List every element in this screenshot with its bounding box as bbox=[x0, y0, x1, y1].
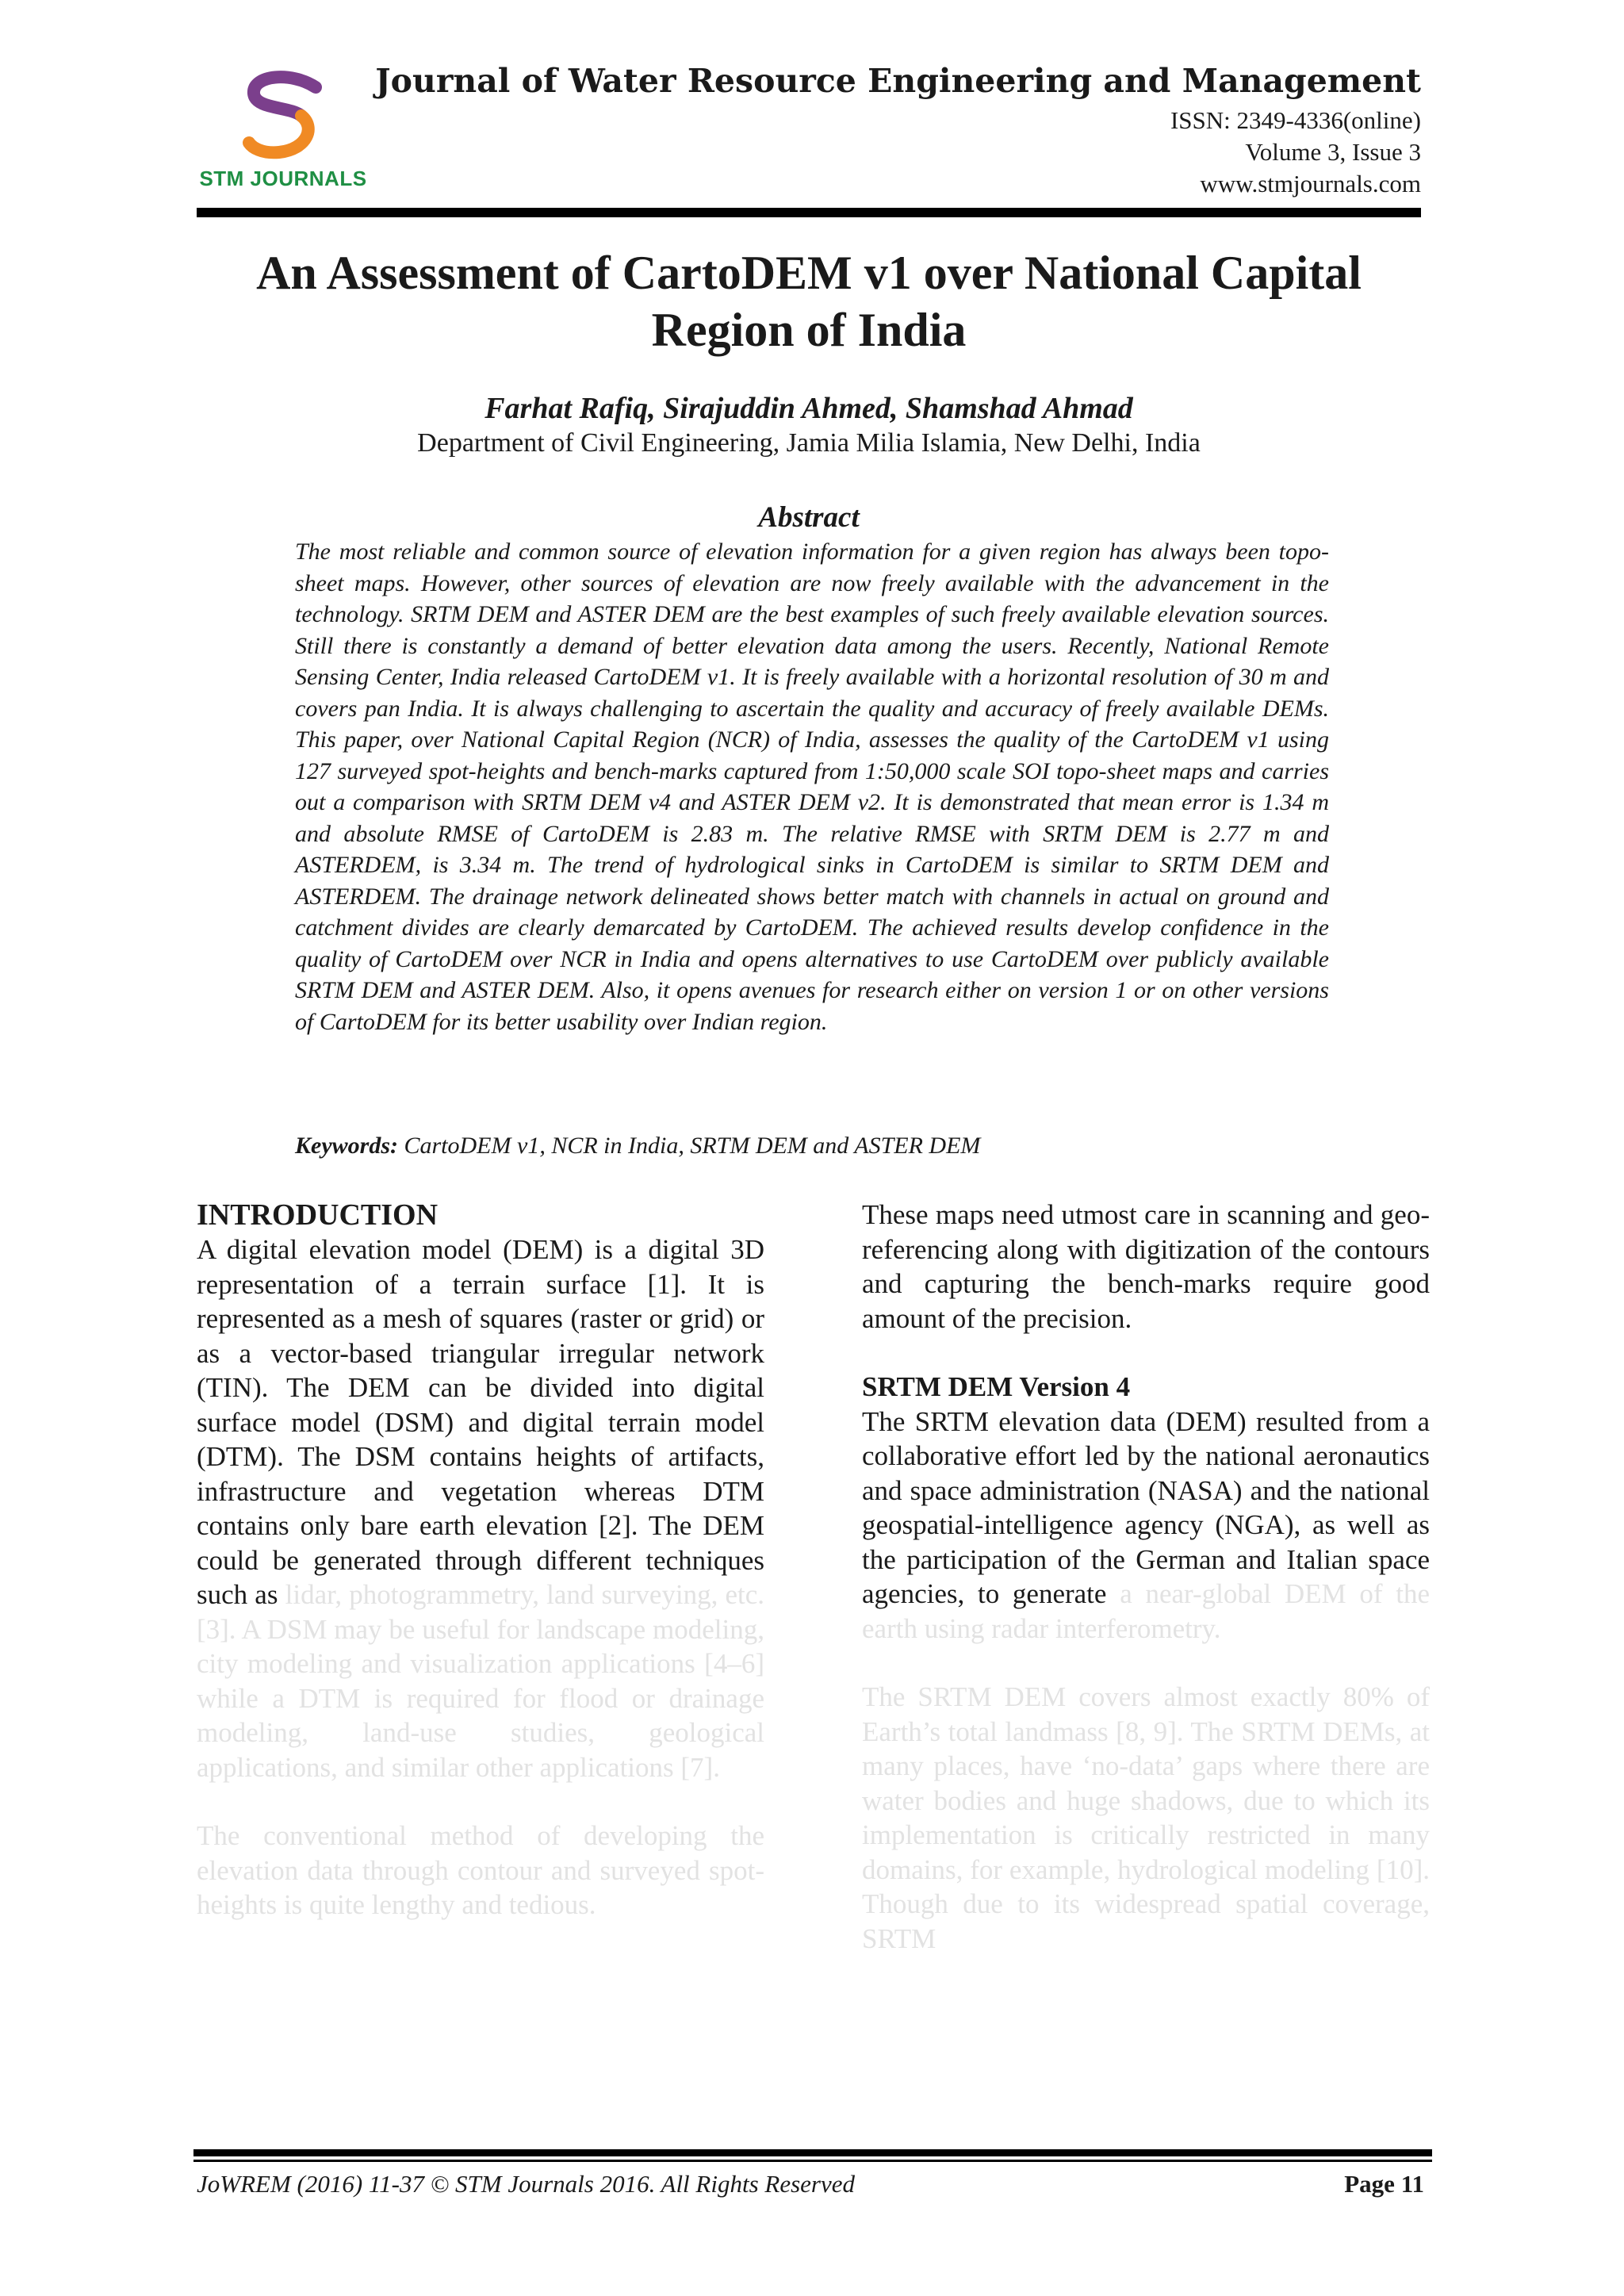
footer-divider-thick bbox=[193, 2149, 1432, 2156]
abstract-text: The most reliable and common source of elevation information for a given region has always been topo-sheet maps. However, other sources of elevation are now freely available with the advancement in the technology. SRTM DEM and ASTER DEM are the best examples of such freely available elevation sources. Still there is constantly a demand of better elevation data among the users. Recently, National Remote Sensing Center, India released CartoDEM v1. It is freely available with a horizontal resolution of 30 m and covers pan India. It is always challenging to ascertain the quality and accuracy of freely available DEMs. This paper, over National Capital Region (NCR) of India, assesses the quality of the CartoDEM v1 using 127 surveyed spot-heights and bench-marks captured from 1:50,000 scale SOI topo-sheet maps and carries out a comparison with SRTM DEM v4 and ASTER DEM v2. It is demonstrated that mean error is 1.34 m and absolute RMSE of CartoDEM is 2.83 m. The relative RMSE with SRTM DEM is 2.77 m and ASTERDEM, is 3.34 m. The trend of hydrological sinks in CartoDEM is similar to SRTM DEM and ASTERDEM. The drainage network delineated shows better match with channels in actual on ground and catchment divides are clearly demarcated by CartoDEM. The achieved results develop confidence in the quality of CartoDEM over NCR in India and opens alternatives to use CartoDEM over publicly available SRTM DEM and ASTER DEM. Also, it opens avenues for research either on version 1 or on other versions of CartoDEM for its better usability over Indian region. bbox=[295, 539, 1329, 1035]
logo-text: STM JOURNALS bbox=[199, 167, 367, 190]
intro-paragraph-1-visible: A digital elevation model (DEM) is a digital 3D representation of a terrain surface [1]. It is represented as a mesh of squares (raster or grid) or as a vector-based triangular irregular network (TIN). The DEM can be divided into digital surface model (DSM) and digital terrain model (DTM). The DSM contains heights of artifacts, infrastructure and vegetation whereas DTM contains only bare earth elevation [2]. The DEM could be generated through different techniques such as bbox=[197, 1234, 764, 1610]
journal-info bbox=[375, 62, 1421, 200]
srtm-paragraph-1-faded: a near-global DEM of the earth using radar interferometry. bbox=[862, 1578, 1431, 1644]
right-paragraph-1: These maps need utmost care in scanning and geo-referencing along with digitization of the contours and capturing the bench-marks require good amount of the precision. bbox=[862, 1199, 1430, 1334]
subheading-srtm-dem-v4: SRTM DEM Version 4 bbox=[862, 1371, 1131, 1402]
journal-website[interactable]: www.stmjournals.com bbox=[1200, 170, 1421, 197]
paper-title-line1: An Assessment of CartoDEM v1 over National Capital bbox=[256, 247, 1362, 299]
srtm-paragraph-1-visible: The SRTM elevation data (DEM) resulted from a collaborative effort led by the national aeronautics and space administration (NASA) and the national geospatial-intelligence agency (NGA), as well as the participation of the German and Italian space agencies, to generate bbox=[862, 1405, 1430, 1609]
authors: Farhat Rafiq, Sirajuddin Ahmed, Shamshad Ahmad bbox=[485, 392, 1133, 425]
section-heading-introduction: INTRODUCTION bbox=[197, 1198, 439, 1232]
intro-paragraph-1 bbox=[197, 1232, 764, 1784]
abstract-heading: Abstract bbox=[758, 501, 860, 534]
srtm-paragraph-2-faded: The SRTM DEM covers almost exactly 80% of Earth’s total landmass [8, 9]. The SRTM DEMs, at many places, have ‘no-data’ gaps where there are water bodies and huge shadows, due to which its implementation is critically restricted in many domains, for example, hydrological modeling [10]. Though due to its widespread spatial coverage, SRTM bbox=[862, 1681, 1430, 1954]
page-number: Page 11 bbox=[1344, 2170, 1424, 2198]
keywords-label: Keywords: bbox=[295, 1133, 398, 1159]
affiliation: Department of Civil Engineering, Jamia Milia Islamia, New Delhi, India bbox=[417, 428, 1201, 458]
footer-citation: JoWREM (2016) 11-37 © STM Journals 2016. All Rights Reserved bbox=[197, 2170, 855, 2198]
paper-title bbox=[197, 244, 1421, 358]
stm-journals-logo bbox=[197, 70, 370, 197]
srtm-paragraph-1 bbox=[862, 1405, 1430, 1646]
volume-issue: Volume 3, Issue 3 bbox=[1245, 138, 1421, 166]
paper-title-line2: Region of India bbox=[651, 304, 967, 356]
right-column bbox=[862, 1198, 1430, 1956]
footer-divider-thin bbox=[193, 2160, 1432, 2162]
journal-title: Journal of Water Resource Engineering and Management bbox=[375, 62, 1421, 100]
intro-paragraph-1-faded: lidar, photogrammetry, land surveying, etc. [3]. A DSM may be useful for landscape modeling, city modeling and visualization applications [4–6] while a DTM is required for flood or drainage modeling, land-use studies, geological applications, and similar other applications [7]. bbox=[197, 1579, 765, 1783]
keywords-list: CartoDEM v1, NCR in India, SRTM DEM and ASTER DEM bbox=[398, 1133, 981, 1159]
intro-paragraph-2-faded: The conventional method of developing the elevation data through contour and surveyed spot-heights is quite lengthy and tedious. bbox=[197, 1820, 764, 1920]
keywords bbox=[295, 1133, 1329, 1159]
issn: ISSN: 2349-4336(online) bbox=[1170, 106, 1421, 134]
stm-s-logo-icon bbox=[197, 70, 370, 165]
header-divider bbox=[197, 208, 1421, 217]
left-column bbox=[197, 1198, 764, 1922]
